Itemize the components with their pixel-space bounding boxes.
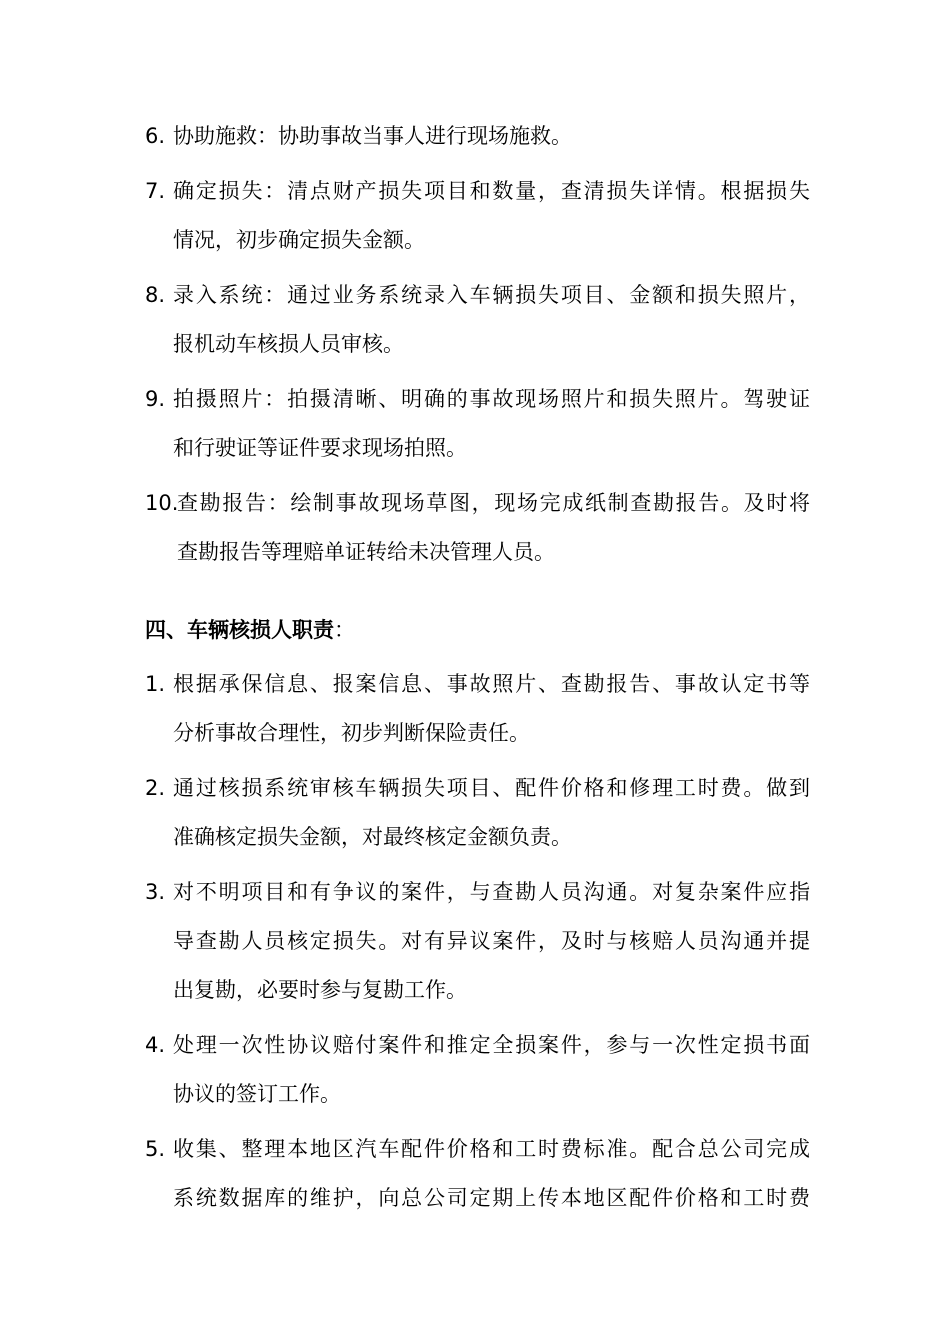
item-text-continued: 查勘报告等理赔单证转给未决管理人员。 <box>177 540 555 564</box>
item-number: 6. <box>145 124 166 148</box>
item-text: 确定损失：清点财产损失项目和数量，查清损失详情。根据损失 <box>173 179 810 203</box>
list-item-6 <box>145 112 810 161</box>
item-text: 录入系统：通过业务系统录入车辆损失项目、金额和损失照片， <box>173 283 810 307</box>
item-text-continued: 协议的签订工作。 <box>173 1082 341 1106</box>
item-text-continued: 情况，初步确定损失金额。 <box>173 228 425 252</box>
item-text: 处理一次性协议赔付案件和推定全损案件，参与一次性定损书面 <box>173 1033 810 1057</box>
list-item-2 <box>145 764 810 862</box>
item-text: 查勘报告：绘制事故现场草图，现场完成纸制查勘报告。及时将 <box>177 491 810 515</box>
item-text: 拍摄照片：拍摄清晰、明确的事故现场照片和损失照片。驾驶证 <box>173 387 810 411</box>
list-item-3 <box>145 868 810 1015</box>
item-text-continued: 分析事故合理性，初步判断保险责任。 <box>173 721 530 745</box>
duty-list-assessor <box>145 660 810 1229</box>
item-text-continued: 系统数据库的维护，向总公司定期上传本地区配件价格和工时费 <box>173 1186 810 1210</box>
list-item-7 <box>145 167 810 265</box>
item-number: 5. <box>145 1137 166 1161</box>
item-number: 8. <box>145 283 166 307</box>
item-number: 9. <box>145 387 166 411</box>
item-text: 协助施救：协助事故当事人进行现场施救。 <box>173 124 572 148</box>
item-text-continued: 报机动车核损人员审核。 <box>173 332 404 356</box>
duty-list-survey <box>145 112 810 583</box>
item-number: 3. <box>145 880 166 904</box>
item-text-continued: 和行驶证等证件要求现场拍照。 <box>173 436 467 460</box>
item-text: 对不明项目和有争议的案件，与查勘人员沟通。对复杂案件应指 <box>173 880 810 904</box>
item-text: 通过核损系统审核车辆损失项目、配件价格和修理工时费。做到 <box>173 776 810 800</box>
item-number: 2. <box>145 776 166 800</box>
list-item-1 <box>145 660 810 758</box>
section-heading <box>145 606 355 655</box>
item-number: 7. <box>145 179 166 203</box>
item-text-continued: 出复勘，必要时参与复勘工作。 <box>173 978 467 1002</box>
section-heading-title: 四、车辆核损人职责 <box>145 618 334 642</box>
list-item-4 <box>145 1021 810 1119</box>
item-text: 根据承保信息、报案信息、事故照片、查勘报告、事故认定书等 <box>173 672 810 696</box>
list-item-9 <box>145 375 810 473</box>
item-number: 10. <box>145 491 179 515</box>
list-item-10 <box>145 479 810 577</box>
section-heading-colon: ： <box>334 618 355 642</box>
list-item-5 <box>145 1125 810 1223</box>
item-text: 收集、整理本地区汽车配件价格和工时费标准。配合总公司完成 <box>173 1137 810 1161</box>
list-item-8 <box>145 271 810 369</box>
item-text-continued: 准确核定损失金额，对最终核定金额负责。 <box>173 825 572 849</box>
item-text-continued: 导查勘人员核定损失。对有异议案件，及时与核赔人员沟通并提 <box>173 929 810 953</box>
item-number: 1. <box>145 672 166 696</box>
item-number: 4. <box>145 1033 166 1057</box>
